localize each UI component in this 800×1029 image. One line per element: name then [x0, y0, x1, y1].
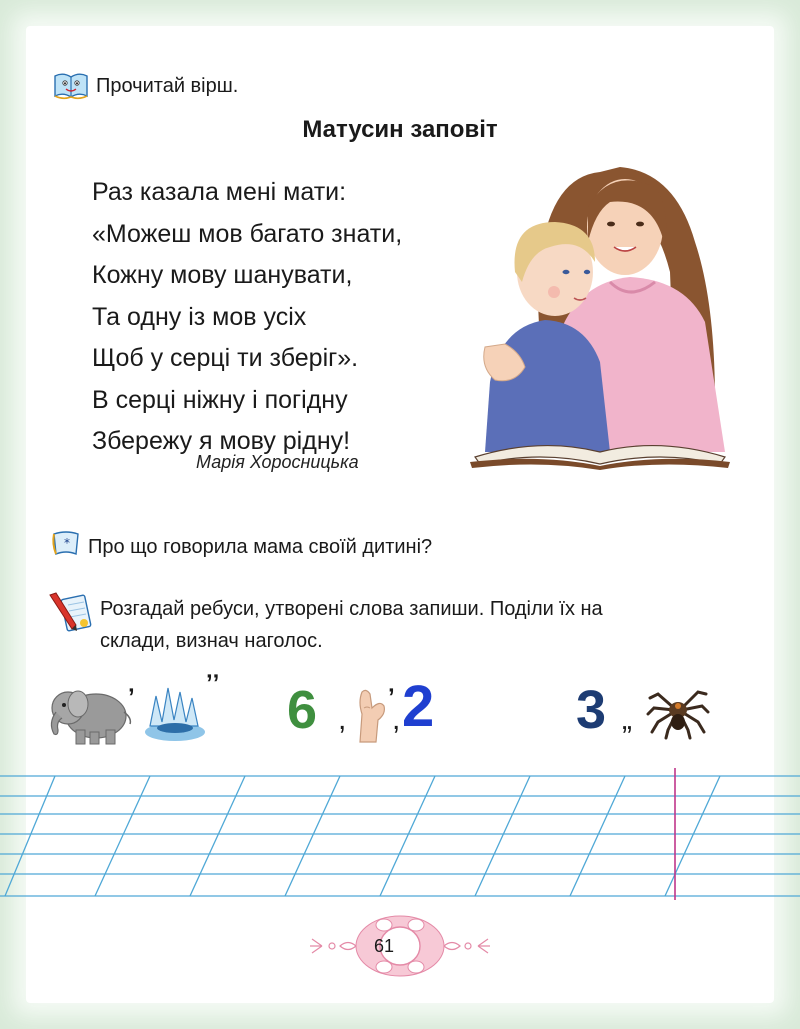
digit-two: 2: [402, 674, 435, 739]
water-splash-picture: [142, 682, 208, 744]
low-quote-mark: „: [622, 703, 632, 736]
poem-line: Кожну мову шанувати,: [92, 261, 353, 289]
star-scroll-icon: [50, 530, 84, 558]
digit-six: 6: [287, 680, 318, 740]
digit-three: 3: [576, 680, 607, 740]
page-number: 61: [373, 936, 395, 956]
poem-author: Марія Хоросницька: [196, 452, 359, 472]
writing-lines: [0, 768, 800, 908]
poem-line: Щоб у серці ти зберіг».: [92, 344, 359, 372]
spider-picture: [646, 680, 710, 740]
poem-text: [92, 172, 402, 463]
pencil-notebook-icon: [46, 589, 94, 633]
poem-line: В серці ніжну і погідну: [92, 385, 348, 414]
apostrophe-mark: ʼ: [388, 684, 395, 711]
comma-mark: ,: [392, 703, 401, 736]
task-line-2: склади, визнач наголос.: [100, 630, 323, 652]
hand-picture: [350, 684, 392, 744]
intro-instruction: Прочитай вірш.: [96, 75, 239, 97]
svg-text:*: *: [64, 536, 70, 550]
poem-line: Збережу я мову рідну!: [92, 427, 351, 455]
poem-line: Та одну із мов усіх: [92, 302, 307, 331]
double-apostrophe-mark: ʼʼ: [206, 670, 220, 697]
poem-line: «Можеш мов багато знати,: [92, 219, 403, 248]
poem-line: Раз казала мені мати:: [92, 178, 347, 206]
elephant-picture: [46, 678, 136, 748]
mother-child-illustration: [470, 152, 730, 470]
poem-title: Матусин заповіт: [302, 116, 498, 143]
task-line-1: Розгадай ребуси, утворені слова запиши. Поділи їх на: [100, 598, 603, 620]
open-book-icon: [52, 70, 88, 100]
apostrophe-mark: ʼ: [128, 684, 135, 711]
comma-mark: ,: [338, 703, 347, 736]
question-text: Про що говорила мама своїй дитині?: [88, 536, 433, 558]
